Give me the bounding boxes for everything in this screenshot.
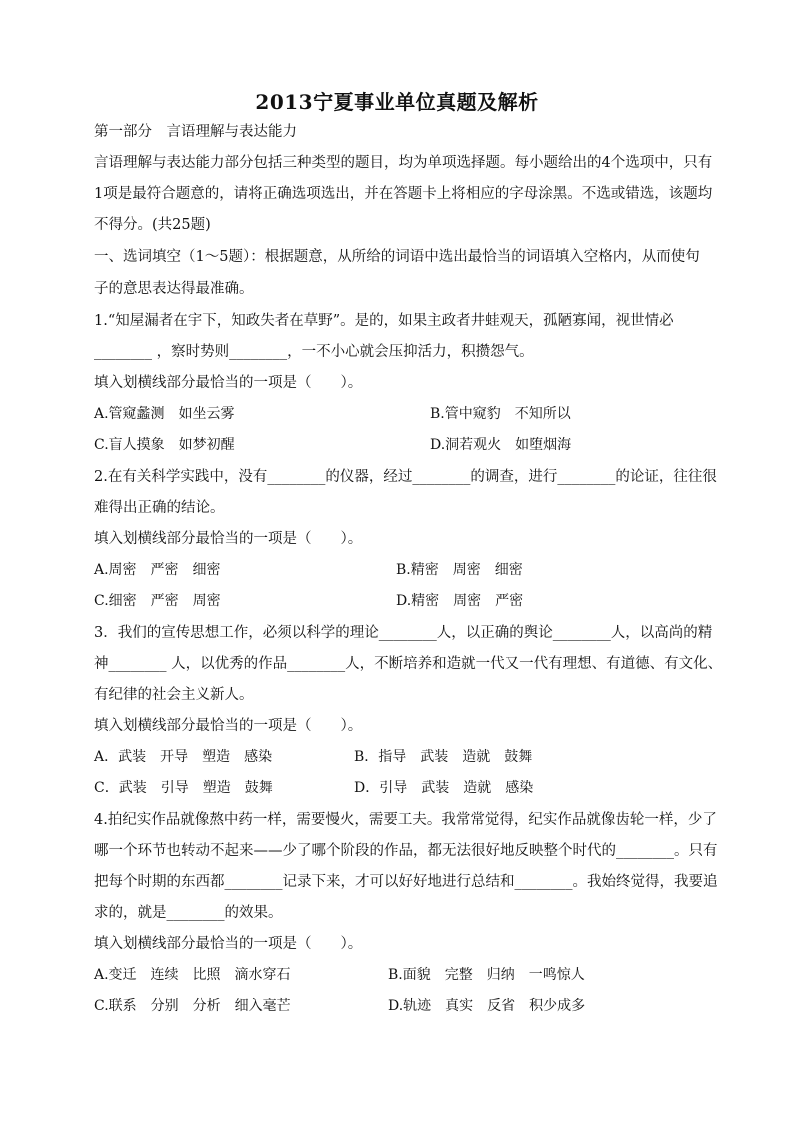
section-heading: 第一部分 言语理解与表达能力 [94,124,297,140]
question-1-option-d: D.洞若观火 如堕烟海 [430,437,572,453]
question-3-option-b: B．指导 武装 造就 鼓舞 [354,749,533,765]
question-1-option-a: A.管窥蠡测 如坐云雾 [94,406,235,422]
question-4-text: 哪一个环节也转动不起来——少了哪个阶段的作品，都无法很好地反映整个时代的________。只有 [94,843,718,859]
question-4-text: 把每个时期的东西都________记录下来，才可以好好地进行总结和________。我始终觉得，我要追 [94,874,718,890]
question-3-prompt: 填入划横线部分最恰当的一项是（ ）。 [94,718,363,734]
question-2-option-c: C.细密 严密 周密 [94,593,221,609]
question-3-text: 神________ 人，以优秀的作品________人，不断培养和造就一代又一代有理想、有道德、有文化、 [94,656,723,672]
question-3-text: 有纪律的社会主义新人。 [94,687,254,703]
question-2-prompt: 填入划横线部分最恰当的一项是（ ）。 [94,531,363,547]
question-2-option-b: B.精密 周密 细密 [396,562,523,578]
question-2-text: 难得出正确的结论。 [94,500,225,516]
question-4-option-c: C.联系 分别 分析 细入毫芒 [94,998,291,1014]
question-4-text: 求的，就是________的效果。 [94,905,283,921]
intro-line: 不得分。(共25题) [94,217,211,233]
question-4-option-a: A.变迁 连续 比照 滴水穿石 [94,967,291,983]
question-3-option-a: A．武装 开导 塑造 感染 [94,749,273,765]
part1-instruction: 一、选词填空（1～5题）：根据题意，从所给的词语中选出最恰当的词语填入空格内，从而使句 [94,249,700,265]
question-4-prompt: 填入划横线部分最恰当的一项是（ ）。 [94,936,363,952]
question-3-text: 3．我们的宣传思想工作，必须以科学的理论________人，以正确的舆论________人，以高尚的精 [94,625,713,641]
question-1-text: ________ ，察时势则________，一不小心就会压抑活力，积攒怨气。 [94,344,534,360]
intro-line: 1项是最符合题意的，请将正确选项选出，并在答题卡上将相应的字母涂黑。不选或错选，该题均 [94,186,713,202]
question-4-option-b: B.面貌 完整 归纳 一鸣惊人 [388,967,585,983]
question-2-text: 2.在有关科学实践中，没有________的仪器，经过________的调查，进行________的论证，往往很 [94,469,717,485]
question-1-prompt: 填入划横线部分最恰当的一项是（ ）。 [94,375,363,391]
question-1-option-b: B.管中窥豹 不知所以 [430,406,571,422]
question-4-option-d: D.轨迹 真实 反省 积少成多 [388,998,586,1014]
part1-instruction: 子的意思表达得最准确。 [94,281,254,297]
intro-line: 言语理解与表达能力部分包括三种类型的题目，均为单项选择题。每小题给出的4个选项中，只有 [94,155,713,171]
question-1-option-c: C.盲人摸象 如梦初醒 [94,437,235,453]
question-4-text: 4.拍纪实作品就像熬中药一样，需要慢火，需要工夫。我常常觉得，纪实作品就像齿轮一样，少了 [94,812,717,828]
question-3-option-c: C．武装 引导 塑造 鼓舞 [94,780,273,796]
document-title: 2013宁夏事业单位真题及解析 [255,90,539,114]
question-2-option-d: D.精密 周密 严密 [396,593,524,609]
question-2-option-a: A.周密 严密 细密 [94,562,221,578]
question-3-option-d: D．引导 武装 造就 感染 [354,780,534,796]
question-1-text: 1.“知屋漏者在宇下，知政失者在草野”。是的，如果主政者井蛙观天，孤陋寡闻，视世情必 [94,313,674,329]
